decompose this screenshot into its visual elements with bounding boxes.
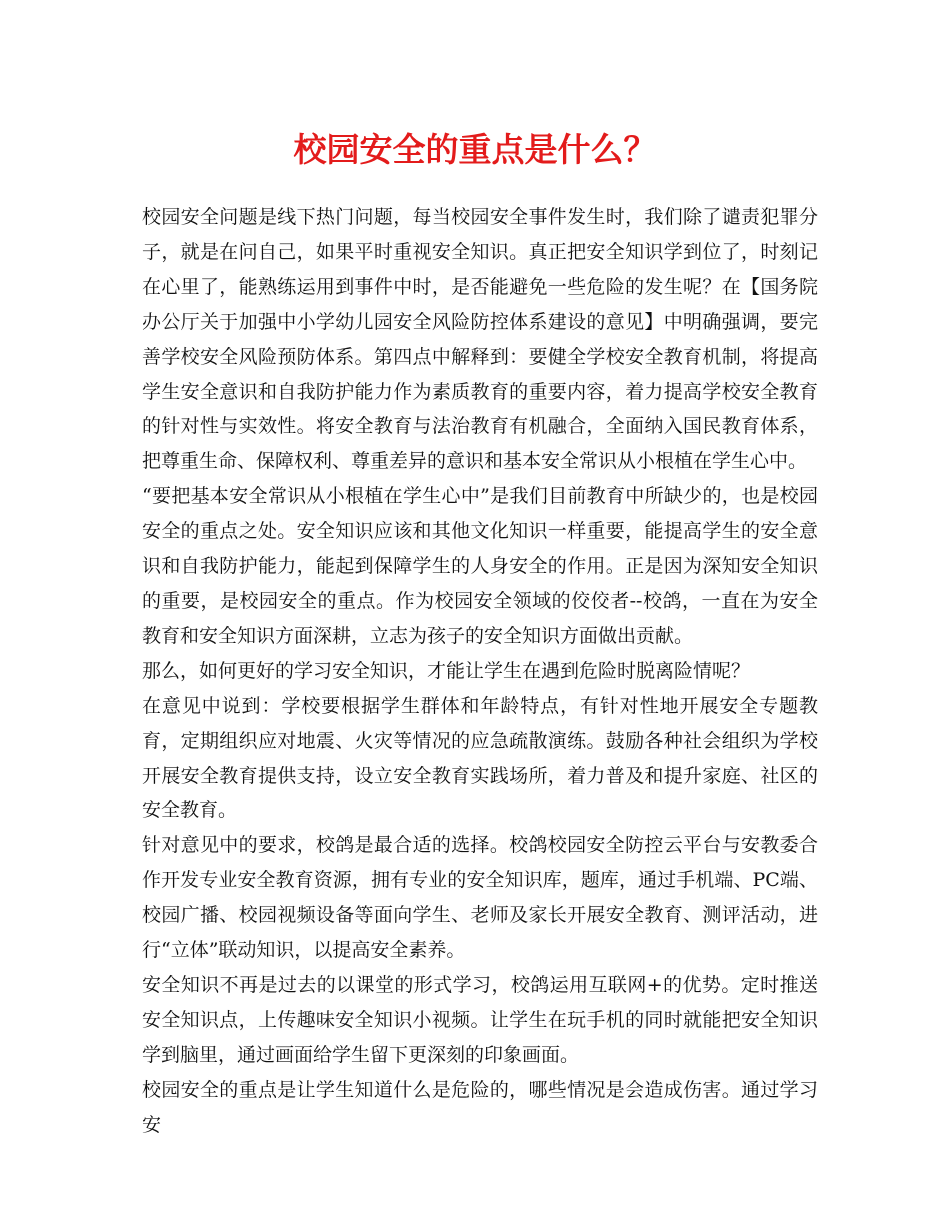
paragraph: 在意见中说到：学校要根据学生群体和年龄特点，有针对性地开展安全专题教育，定期组织应对地震、火灾等情况的应急疏散演练。鼓励各种社会组织为学校开展安全教育提供支持，设立安全教育实践场所，着力普及和提升家庭、社区的安全教育。 [142, 694, 818, 822]
paragraph: 那么，如何更好的学习安全知识，才能让学生在遇到危险时脱离险情呢？ [142, 659, 751, 682]
paragraph: “要把基本安全常识从小根植在学生心中”是我们目前教育中所缺少的，也是校园安全的重点之处。安全知识应该和其他文化知识一样重要，能提高学生的安全意识和自我防护能力，能起到保障学生的人身安全的作用。正是因为深知安全知识的重要，是校园安全的重点。作为校园安全领域的佼佼者--校鸽，一直在为安全教育和安全知识方面深耕，立志为孩子的安全知识方面做出贡献。 [142, 485, 818, 647]
page-title: 校园安全的重点是什么？ [293, 130, 657, 169]
article-body [142, 200, 818, 1142]
paragraph: 针对意见中的要求，校鸽是最合适的选择。校鸽校园安全防控云平台与安教委合作开发专业安全教育资源，拥有专业的安全知识库，题库，通过手机端、PC端、校园广播、校园视频设备等面向学生、老师及家长开展安全教育、测评活动，进行“立体”联动知识，以提高安全素养。 [142, 834, 818, 962]
paragraph: 校园安全的重点是让学生知道什么是危险的，哪些情况是会造成伤害。通过学习安 [142, 1078, 818, 1136]
paragraph: 校园安全问题是线下热门问题，每当校园安全事件发生时，我们除了谴责犯罪分子，就是在问自己，如果平时重视安全知识。真正把安全知识学到位了，时刻记在心里了，能熟练运用到事件中时，是否能避免一些危险的发生呢？在【国务院办公厅关于加强中小学幼儿园安全风险防控体系建设的意见】中明确强调，要完善学校安全风险预防体系。第四点中解释到：要健全学校安全教育机制，将提高学生安全意识和自我防护能力作为素质教育的重要内容，着力提高学校安全教育的针对性与实效性。将安全教育与法治教育有机融合，全面纳入国民教育体系，把尊重生命、保障权利、尊重差异的意识和基本安全常识从小根植在学生心中。 [142, 206, 818, 473]
paragraph: 安全知识不再是过去的以课堂的形式学习，校鸽运用互联网+的优势。定时推送安全知识点，上传趣味安全知识小视频。让学生在玩手机的同时就能把安全知识学到脑里，通过画面给学生留下更深刻的印象画面。 [142, 973, 818, 1066]
